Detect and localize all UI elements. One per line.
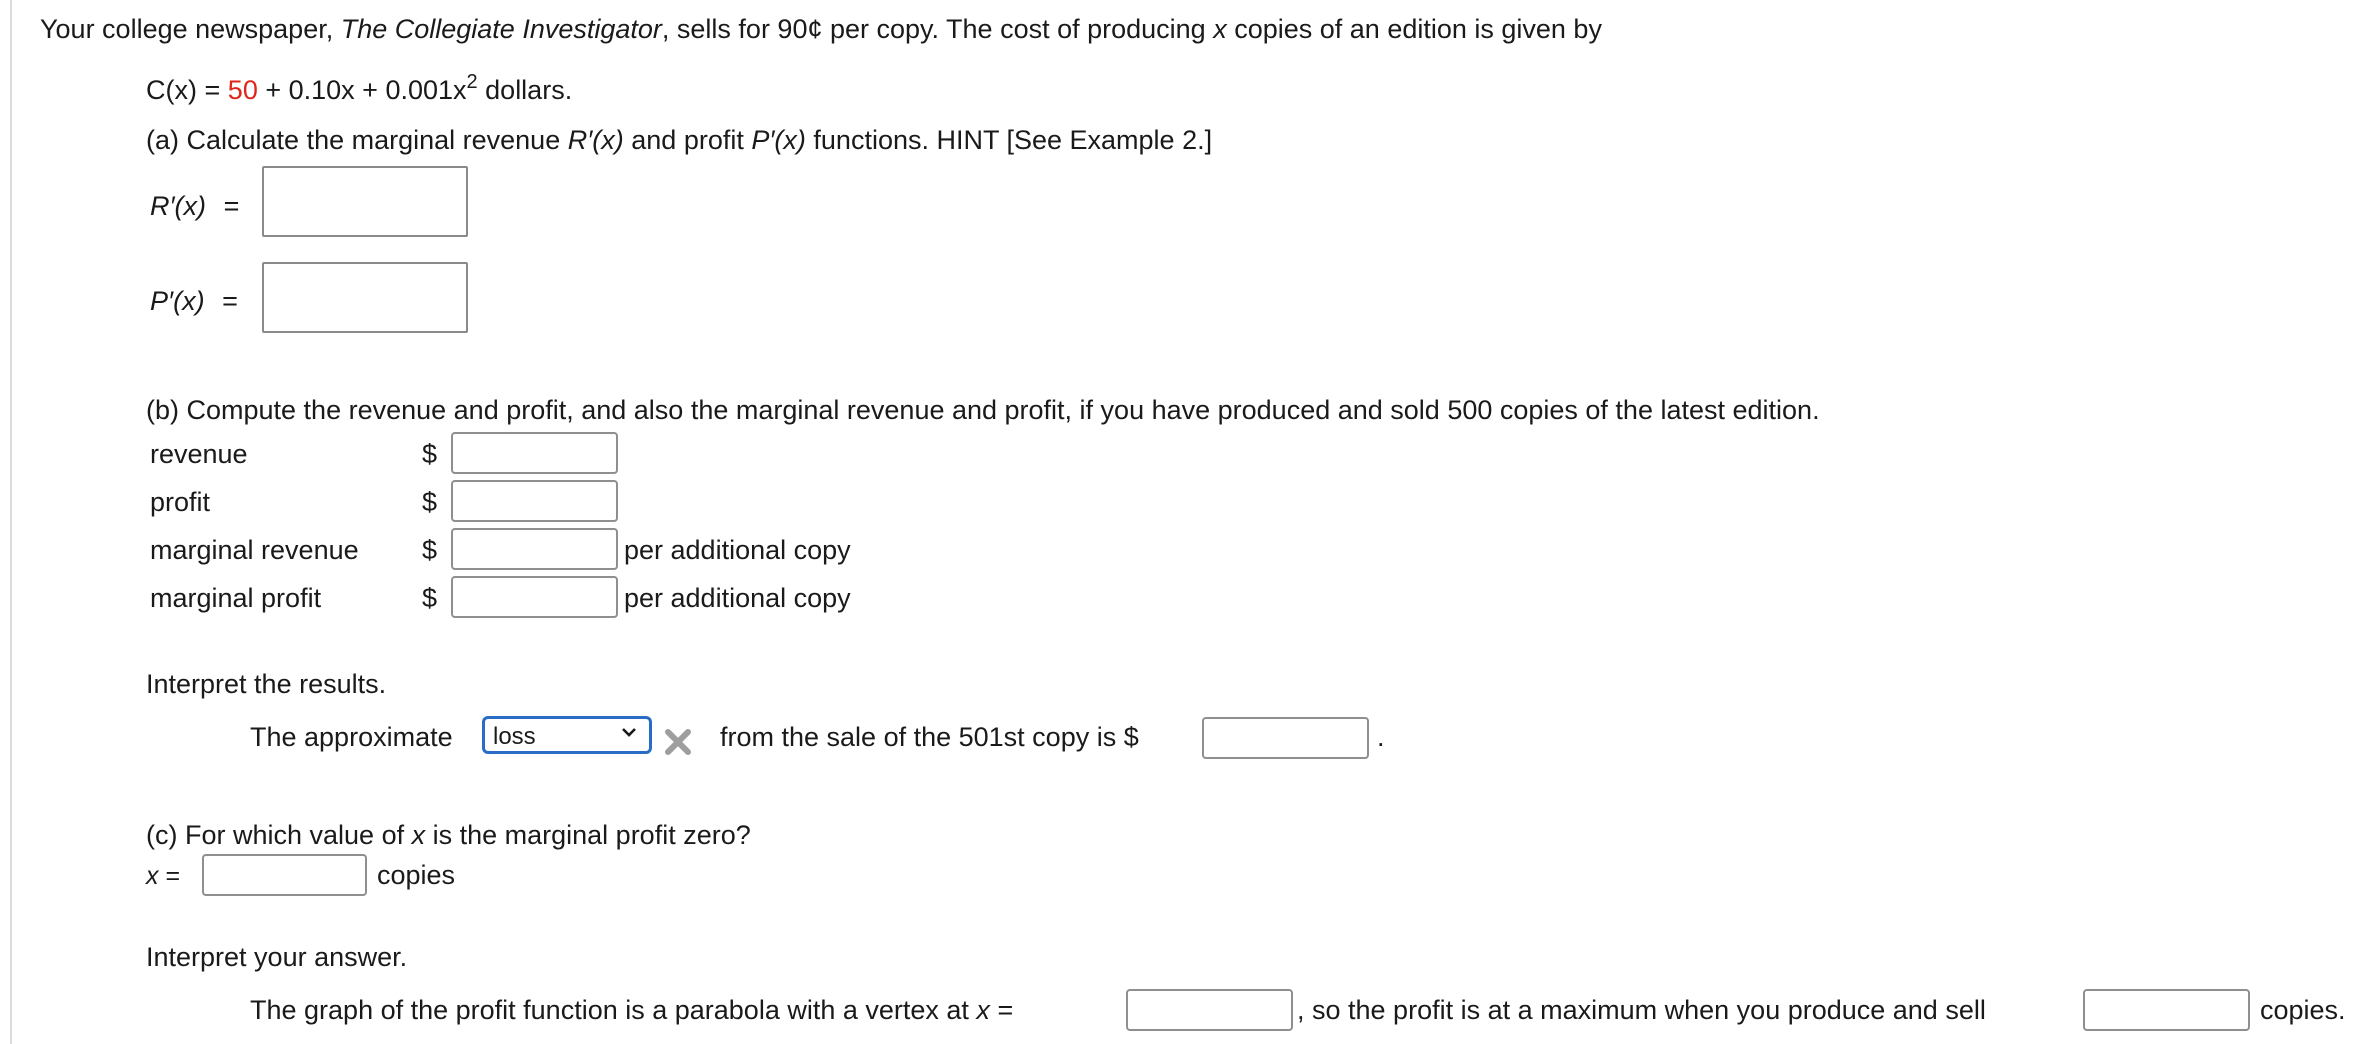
variable-x: x <box>411 820 426 850</box>
left-border <box>10 0 12 1044</box>
profit-label: profit <box>150 487 211 517</box>
r-prime-label <box>150 193 239 220</box>
r-prime-symbol: R′(x) <box>150 191 207 221</box>
part-b-question: (b) Compute the revenue and profit, and also the marginal revenue and profit, if you have produced and sold 500 copies of the latest edition. <box>146 395 1820 425</box>
intro-text: Your college newspaper, <box>40 14 341 44</box>
problem-intro <box>40 16 1602 43</box>
cost-function <box>146 72 572 104</box>
gain-loss-dropdown[interactable] <box>482 716 652 754</box>
per-copy-label: per additional copy <box>624 535 851 565</box>
marginal-revenue-symbol: R′(x) <box>567 125 624 155</box>
variable-x: x <box>976 995 990 1025</box>
part-a-text: functions. HINT [See Example 2.] <box>805 125 1213 155</box>
dollar-sign: $ <box>422 439 438 469</box>
marginal-profit-symbol: P′(x) <box>751 125 806 155</box>
dollar-sign: $ <box>422 487 438 517</box>
p-prime-label <box>150 288 238 315</box>
interpret-suffix: from the sale of the 501st copy is $ <box>720 722 1139 752</box>
interpret-results-heading: Interpret the results. <box>146 669 387 699</box>
part-c-text: is the marginal profit zero? <box>425 820 751 850</box>
newspaper-name: The Collegiate Investigator <box>340 14 662 44</box>
per-copy-label: per additional copy <box>624 583 851 613</box>
copies-unit: copies <box>377 860 456 890</box>
max-copies-input[interactable] <box>2083 989 2250 1031</box>
revenue-input[interactable] <box>451 432 618 474</box>
part-a-question <box>146 127 1212 154</box>
p-prime-symbol: P′(x) <box>150 286 205 316</box>
x-value-input[interactable] <box>202 854 367 896</box>
copies-label: copies. <box>2260 995 2346 1025</box>
marginal-profit-input[interactable] <box>451 576 618 618</box>
chevron-down-icon <box>621 726 637 738</box>
interpret-answer-heading: Interpret your answer. <box>146 942 408 972</box>
x-equals-label <box>146 864 180 889</box>
vertex-x-input[interactable] <box>1126 989 1293 1031</box>
loss-amount-input[interactable] <box>1202 717 1369 759</box>
vertex-text <box>250 997 1013 1024</box>
part-c-question <box>146 822 751 849</box>
part-c-text: (c) For which value of <box>146 820 412 850</box>
r-prime-input[interactable] <box>262 166 468 237</box>
dollar-sign: $ <box>422 583 438 613</box>
equals-sign: = <box>204 75 221 105</box>
p-prime-input[interactable] <box>262 262 468 333</box>
fixed-cost-value: 50 <box>227 75 258 105</box>
cost-function-terms: + 0.10x + 0.001x <box>265 75 467 105</box>
period: . <box>1377 722 1385 752</box>
cost-unit: dollars. <box>485 75 573 105</box>
vertex-sentence: The graph of the profit function is a parabola with a vertex at <box>250 995 977 1025</box>
equals-sign: = <box>997 995 1014 1025</box>
dollar-sign: $ <box>422 535 438 565</box>
marginal-profit-label: marginal profit <box>150 583 322 613</box>
marginal-revenue-input[interactable] <box>451 528 618 570</box>
variable-x: x <box>146 862 159 890</box>
interpret-prefix: The approximate <box>250 722 453 752</box>
dropdown-selected-value: loss <box>493 723 536 750</box>
cost-function-lhs: C(x) <box>146 75 197 105</box>
intro-text: copies of an edition is given by <box>1226 14 1602 44</box>
intro-text: , sells for 90¢ per copy. The cost of producing <box>661 14 1214 44</box>
revenue-label: revenue <box>150 439 248 469</box>
max-profit-text: , so the profit is at a maximum when you produce and sell <box>1297 995 1986 1025</box>
profit-input[interactable] <box>451 480 618 522</box>
x-mark-icon <box>664 728 692 756</box>
variable-x: x <box>1213 14 1227 44</box>
part-a-text: and profit <box>623 125 752 155</box>
part-a-text: (a) Calculate the marginal revenue <box>146 125 568 155</box>
equals-sign: = <box>222 286 238 316</box>
marginal-revenue-label: marginal revenue <box>150 535 359 565</box>
equals-sign: = <box>223 191 240 221</box>
exponent: 2 <box>466 71 478 93</box>
equals-sign: = <box>165 862 181 890</box>
